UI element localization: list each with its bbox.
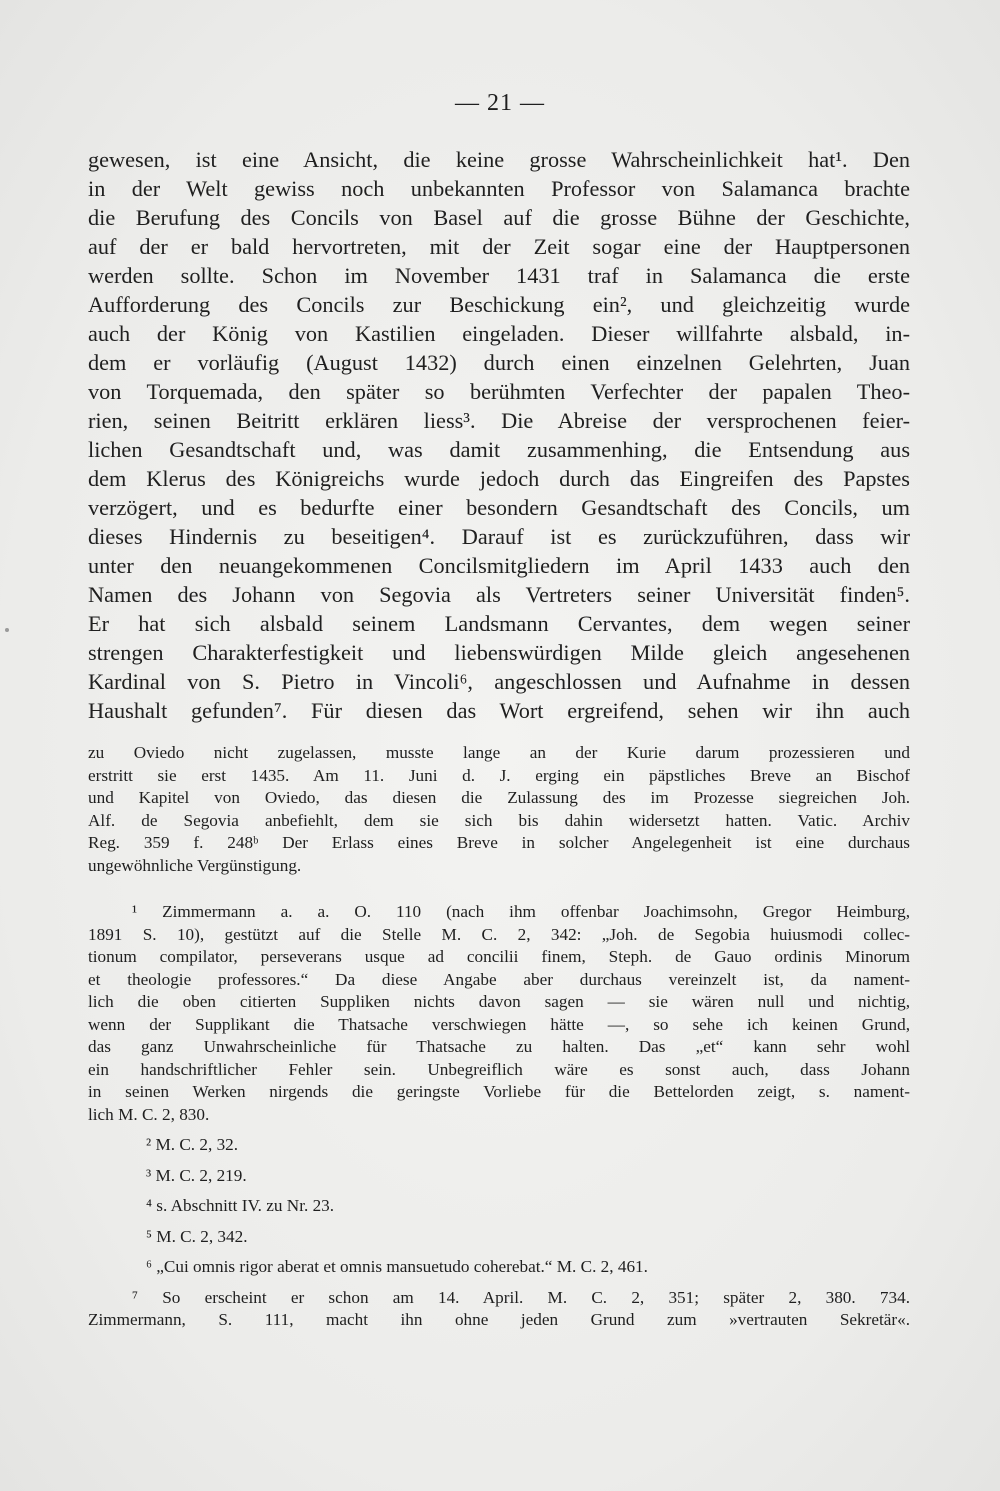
footnotes bbox=[88, 901, 910, 1332]
footnote-line: 1891 S. 10), gestützt auf die Stelle M. C. 2, 342: „Joh. de Segobia huiusmodi collec- bbox=[88, 924, 910, 944]
footnote-line: und Kapitel von Oviedo, das diesen die Zulassung des im Prozesse siegreichen Joh. bbox=[88, 788, 910, 807]
main-text-line: rien, seinen Beitritt erklären liess³. Die Abreise der versprochenen feier- bbox=[88, 408, 910, 433]
main-text-line: gewesen, ist eine Ansicht, die keine grosse Wahrscheinlichkeit hat¹. Den bbox=[88, 147, 910, 172]
footnote-line: lich die oben citierten Suppliken nichts davon sagen — sie wären null und nichtig, bbox=[88, 992, 910, 1011]
footnote-7 bbox=[88, 1287, 910, 1332]
footnote-line: lich M. C. 2, 830. bbox=[88, 1104, 210, 1124]
footnote-line: tionum compilator, perseverans usque ad concilii finem, Steph. de Gauo ordinis Minorum bbox=[88, 947, 910, 966]
footnote-2: ² M. C. 2, 32. bbox=[146, 1135, 239, 1154]
footnote-line: ¹ Zimmermann a. a. O. 110 (nach ihm offenbar Joachimsohn, Gregor Heimburg, bbox=[132, 902, 910, 921]
main-text-line: dem Klerus des Königreichs wurde jedoch durch das Eingreifen des Papstes bbox=[88, 466, 910, 491]
main-text-line: werden sollte. Schon im November 1431 traf in Salamanca die erste bbox=[88, 263, 910, 288]
footnote-3: ³ M. C. 2, 219. bbox=[146, 1165, 247, 1185]
main-text-line: auf der er bald hervortreten, mit der Zeit sogar eine der Hauptpersonen bbox=[88, 234, 910, 259]
footnote-line: Zimmermann, S. 111, macht ihn ohne jeden Grund zum »vertrauten Sekretär«. bbox=[88, 1310, 910, 1329]
footnote-line: ungewöhnliche Vergünstigung. bbox=[88, 855, 302, 875]
footnote-line: erstritt sie erst 1435. Am 11. Juni d. J. erging ein päpstliches Breve an Bischof bbox=[88, 765, 910, 785]
main-text-line: die Berufung des Concils von Basel auf die grosse Bühne der Geschichte, bbox=[88, 205, 910, 230]
main-text-line: Namen des Johann von Segovia als Vertreters seiner Universität finden⁵. bbox=[88, 582, 910, 607]
main-text-line: unter den neuangekommenen Concilsmitgliedern im April 1433 auch den bbox=[88, 553, 910, 578]
main-text-line: Er hat sich alsbald seinem Landsmann Cervantes, dem wegen seiner bbox=[88, 611, 910, 636]
main-text-line: lichen Gesandtschaft und, was damit zusammenhing, die Entsendung aus bbox=[88, 437, 910, 462]
footnote-5: ⁵ M. C. 2, 342. bbox=[146, 1226, 248, 1246]
main-text-line: Haushalt gefunden⁷. Für diesen das Wort ergreifend, sehen wir ihn auch bbox=[88, 698, 910, 723]
footnote-4: ⁴ s. Abschnitt IV. zu Nr. 23. bbox=[146, 1196, 335, 1215]
main-text-line: verzögert, und es bedurfte einer besondern Gesandtschaft des Concils, um bbox=[88, 495, 910, 520]
footnote-continuation bbox=[88, 742, 910, 877]
main-text-line: Kardinal von S. Pietro in Vincoli⁶, angeschlossen und Aufnahme in dessen bbox=[88, 669, 910, 694]
footnote-6: ⁶ „Cui omnis rigor aberat et omnis mansuetudo coherebat.“ M. C. 2, 461. bbox=[146, 1257, 648, 1276]
footnote-line: ⁷ So erscheint er schon am 14. April. M. C. 2, 351; später 2, 380. 734. bbox=[132, 1287, 910, 1307]
main-text-line: Aufforderung des Concils zur Beschickung ein², und gleichzeitig wurde bbox=[88, 292, 910, 317]
main-text-line: von Torquemada, den später so berühmten Verfechter der papalen Theo- bbox=[88, 379, 910, 404]
footnote-1 bbox=[88, 901, 910, 1126]
footnote-line: zu Oviedo nicht zugelassen, musste lange an der Kurie darum prozessieren und bbox=[88, 743, 910, 762]
main-text-line: dieses Hindernis zu beseitigen⁴. Darauf ist es zurückzuführen, dass wir bbox=[88, 524, 910, 549]
page-number: — 21 — bbox=[455, 90, 545, 116]
main-text-line: in der Welt gewiss noch unbekannten Professor von Salamanca brachte bbox=[88, 176, 910, 201]
page-mark bbox=[5, 628, 9, 632]
footnote-line: Reg. 359 f. 248ᵇ Der Erlass eines Breve in solcher Angelegenheit ist eine durchaus bbox=[88, 833, 910, 852]
footnote-line: ein handschriftlicher Fehler sein. Unbegreiflich wäre es sonst auch, dass Johann bbox=[88, 1059, 910, 1079]
footnote-line: wenn der Supplikant die Thatsache verschwiegen hätte —, so sehe ich keinen Grund, bbox=[88, 1014, 910, 1034]
footnote-line: Alf. de Segovia anbefiehlt, dem sie sich bis dahin widersetzt hatten. Vatic. Archiv bbox=[88, 810, 910, 830]
main-text-line: auch der König von Kastilien eingeladen. Dieser willfahrte alsbald, in- bbox=[88, 321, 910, 346]
footnote-line: et theologie professores.“ Da diese Angabe aber durchaus vereinzelt ist, da nament- bbox=[88, 969, 910, 989]
footnote-line: das ganz Unwahrscheinliche für Thatsache zu halten. Das „et“ kann sehr wohl bbox=[88, 1037, 910, 1056]
main-text-line: strengen Charakterfestigkeit und liebenswürdigen Milde gleich angesehenen bbox=[88, 640, 910, 665]
footnote-line: in seinen Werken nirgends die geringste Vorliebe für die Bettelorden zeigt, s. nament- bbox=[88, 1082, 910, 1101]
main-text-line: dem er vorläufig (August 1432) durch einen einzelnen Gelehrten, Juan bbox=[88, 350, 910, 375]
main-text-block bbox=[88, 145, 910, 725]
